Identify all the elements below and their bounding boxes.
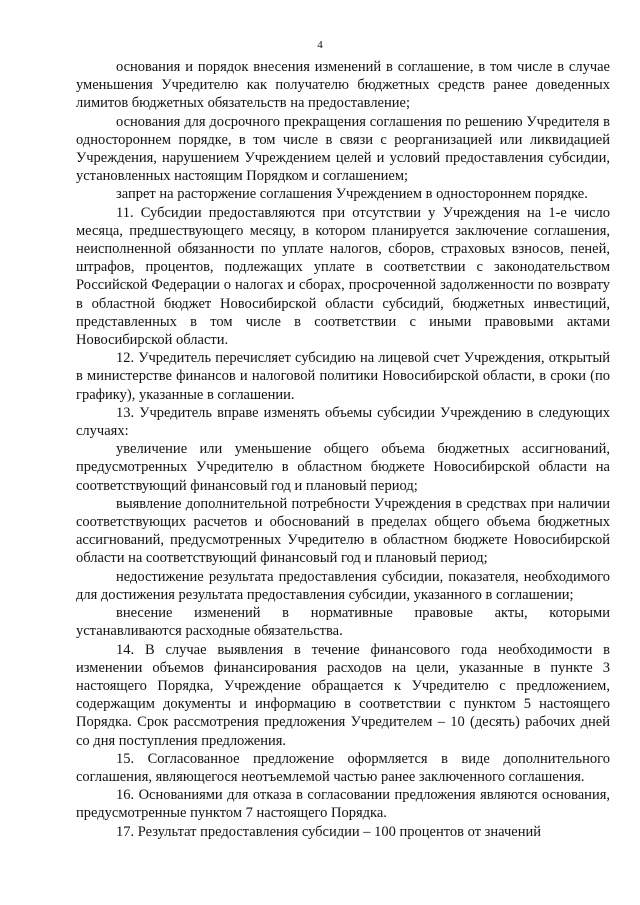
paragraph: 13. Учредитель вправе изменять объемы субсидии Учреждению в следующих случаях:	[76, 404, 610, 440]
paragraph: 11. Субсидии предоставляются при отсутствии у Учреждения на 1-е число месяца, предшествующего месяцу, в котором планируется заключение соглашения, неисполненной обязанности по уплате налогов, сборов, страховых взносов, пеней, штрафов, процентов, подлежащих уплате в соответствии с законодательством Российской Федерации о налогах и сборах, просроченной задолженности по возврату в областной бюджет Новосибирской области субсидий, бюджетных инвестиций, представленных в том числе в соответствии с иными правовыми актами Новосибирской области.	[76, 204, 610, 349]
paragraph: запрет на расторжение соглашения Учреждением в одностороннем порядке.	[116, 186, 588, 203]
document-body	[76, 58, 610, 841]
paragraph: 12. Учредитель перечисляет субсидию на лицевой счет Учреждения, открытый в министерстве финансов и налоговой политики Новосибирской области, в сроки (по графику), указанные в соглашении.	[76, 350, 610, 403]
paragraph: 15. Согласованное предложение оформляется в виде дополнительного соглашения, являющегося неотъемлемой частью ранее заключенного соглашения.	[76, 750, 610, 785]
page-number: 4	[317, 39, 323, 51]
paragraph: основания и порядок внесения изменений в соглашение, в том числе в случае уменьшения Учредителю как получателю бюджетных средств ранее доведенных лимитов бюджетных обязательств на предоставление;	[76, 59, 610, 112]
paragraph: увеличение или уменьшение общего объема бюджетных ассигнований, предусмотренных Учредителю в областном бюджете Новосибирской области на соответствующий финансовый год и плановый период;	[76, 441, 610, 494]
paragraph: 14. В случае выявления в течение финансового года необходимости в изменении объемов финансирования расходов на цели, указанные в пункте 3 настоящего Порядка, Учреждение обращается к Учредителю с предложением, содержащим документы и информацию в соответствии с пунктом 5 настоящего Порядка. Срок рассмотрения предложения Учредителем – 10 (десять) рабочих дней со дня поступления предложения.	[76, 641, 610, 749]
paragraph: выявление дополнительной потребности Учреждения в средствах при наличии соответствующих расчетов и обоснований в пределах общего объема бюджетных ассигнований, предусмотренных Учредителю в областном бюджете Новосибирской области на соответствующий финансовый год и плановый период;	[76, 495, 610, 567]
paragraph: недостижение результата предоставления субсидии, показателя, необходимого для достижения результата предоставления субсидии, указанного в соглашении;	[76, 568, 610, 603]
paragraph: основания для досрочного прекращения соглашения по решению Учредителя в одностороннем порядке, в том числе в связи с реорганизацией или ликвидацией Учреждения, нарушением Учреждением целей и условий предоставления субсидии, установленных настоящим Порядком и соглашением;	[76, 113, 610, 185]
paragraph: 16. Основаниями для отказа в согласовании предложения являются основания, предусмотренные пунктом 7 настоящего Порядка.	[76, 787, 610, 822]
paragraph: внесение изменений в нормативные правовые акты, которыми устанавливаются расходные обязательства.	[76, 605, 610, 640]
paragraph: 17. Результат предоставления субсидии – 100 процентов от значений	[116, 823, 541, 840]
